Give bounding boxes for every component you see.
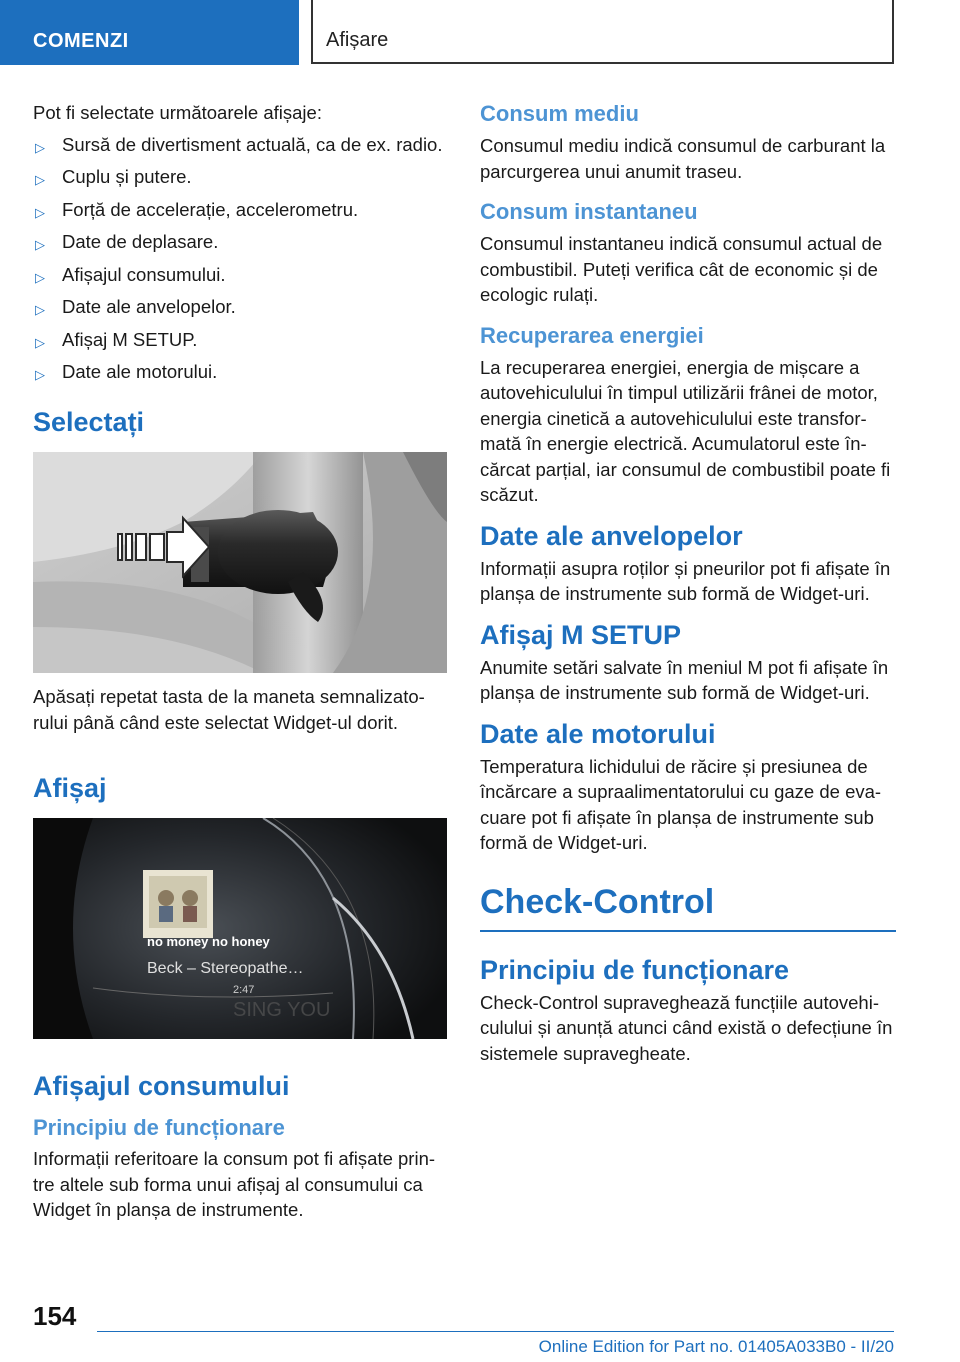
list-item: ▷ Afișajul consumului. — [33, 262, 447, 287]
song-title: no money no honey — [147, 934, 270, 949]
avg-consumption-text: Consumul mediu indică consumul de carburant la parcurgerea unui anumit traseu. — [480, 135, 886, 182]
tyre-data-heading: Date ale anvelopelor — [480, 520, 743, 551]
triangle-bullet-icon: ▷ — [35, 302, 45, 317]
page-title: Afișare — [326, 29, 389, 51]
right-column — [480, 100, 896, 1066]
triangle-bullet-icon: ▷ — [35, 139, 45, 155]
display-list — [33, 132, 447, 385]
footer-divider — [97, 1331, 894, 1332]
list-item: ▷ Afișaj M SETUP. — [33, 327, 447, 352]
tyre-data-text: Informații asupra roților și pneurilor pot fi afișate în planșa de instrumente sub formă de Widget-uri. — [480, 557, 891, 604]
list-item: ▷ Cuplu și putere. — [33, 164, 447, 189]
triangle-bullet-icon: ▷ — [35, 367, 45, 382]
energy-recovery-heading: Recuperarea energiei — [480, 322, 704, 348]
page-title-box — [311, 0, 894, 64]
principle-heading: Principiu de funcționare — [33, 1115, 285, 1140]
section-divider — [480, 930, 896, 932]
cc-principle-heading: Principiu de funcționare — [480, 954, 790, 985]
engine-data-text: Temperatura lichidului de răcire și presiunea de încărcare a supraalimentatorului cu gaze de evacuare pot fi afișate în planșa de instrumente sub formă de Widget-uri. — [480, 755, 882, 853]
engine-data-heading: Date ale motorului — [480, 718, 716, 749]
instant-consumption-heading: Consum instantaneu — [480, 199, 698, 224]
turn-signal-lever-image — [33, 452, 447, 673]
list-item: ▷ Sursă de divertisment actuală, ca de ex. radio. — [33, 132, 447, 157]
section-label: COMENZI — [33, 30, 129, 52]
triangle-bullet-icon: ▷ — [35, 237, 45, 252]
edition-text: Online Edition for Part no. 01405A033B0 - II/20 — [538, 1337, 894, 1356]
background-lyric-text: SING YOU — [233, 999, 331, 1021]
principle-text: Informații referitoare la consum pot fi afișate printre altele sub forma unui afișaj al consumului ca Widget în planșa de instrumente. — [33, 1148, 436, 1220]
list-item: ▷ Date ale motorului. — [33, 359, 447, 384]
intro-text: Pot fi selectate următoarele afișaje: — [33, 102, 322, 123]
section-tab — [0, 0, 299, 65]
list-item: ▷ Forță de accelerație, accelerometru. — [33, 197, 447, 222]
instrument-cluster-image — [33, 818, 447, 1039]
track-time: 2:47 — [233, 984, 255, 996]
page-number: 154 — [33, 1301, 77, 1331]
consumption-heading: Afișajul consumului — [33, 1071, 290, 1101]
left-column — [33, 100, 447, 1223]
instant-consumption-text: Consumul instantaneu indică consumul actual de combustibil. Puteți verifica cât de economic și de ecologic rulați. — [480, 233, 883, 305]
select-text: Apăsați repetat tasta de la maneta semnalizatorului până când este selectat Widget-ul dorit. — [33, 686, 425, 733]
avg-consumption-heading: Consum mediu — [480, 101, 639, 126]
check-control-heading: Check-Control — [480, 882, 715, 921]
list-item: ▷ Date de deplasare. — [33, 229, 447, 254]
artist-name: Beck – Stereopathe… — [147, 960, 304, 977]
display-heading: Afișaj — [33, 773, 107, 803]
triangle-bullet-icon: ▷ — [35, 334, 45, 350]
m-setup-text: Anumite setări salvate în meniul M pot fi afișate în planșa de instrumente sub formă de Widget-uri. — [480, 656, 889, 703]
list-item: ▷ Date ale anvelopelor. — [33, 294, 447, 319]
select-heading: Selectați — [33, 407, 145, 437]
triangle-bullet-icon: ▷ — [35, 269, 45, 285]
triangle-bullet-icon: ▷ — [35, 172, 45, 187]
triangle-bullet-icon: ▷ — [35, 204, 45, 220]
cc-principle-text: Check-Control supraveghează funcțiile autovehiculului și anunță atunci când există o defecțiune în sistemele supravegheate. — [480, 991, 893, 1064]
energy-recovery-text: La recuperarea energiei, energia de mișcare a autovehiculului în timpul utilizării frânei de motor, energia cinetică a autovehiculului este transformată în energie electrică. Acumulatorul este încărcat parțial, iar consumul de combustibil poate fi scăzut. — [480, 356, 891, 505]
m-setup-heading: Afișaj M SETUP — [480, 619, 682, 650]
